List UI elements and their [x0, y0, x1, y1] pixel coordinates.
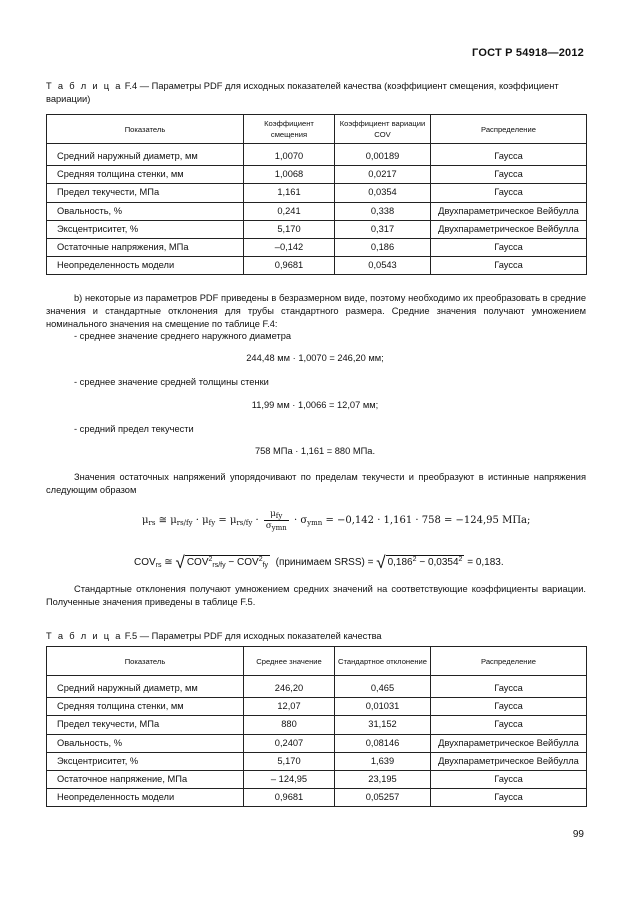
- table-cell: 0,241: [244, 202, 335, 220]
- table-cell: Предел текучести, МПа: [47, 184, 244, 202]
- header-cell: Коэффициент вариации COV: [335, 115, 431, 144]
- header-cell: Показатель: [47, 647, 244, 676]
- table-f5: [46, 646, 587, 807]
- table-cell: Двухпараметрическое Вейбулла: [431, 734, 587, 752]
- table-f4-caption-label: Т а б л и ц а: [46, 81, 123, 91]
- table-cell: 12,07: [244, 698, 335, 716]
- table-cell: 31,152: [335, 716, 431, 734]
- formula-wall-thickness: 11,99 мм · 1,0066 = 12,07 мм;: [251, 400, 379, 410]
- table-cell: 880: [244, 716, 335, 734]
- table-row: [47, 770, 587, 788]
- table-cell: Гаусса: [431, 148, 587, 166]
- table-row: [47, 716, 587, 734]
- table-cell: Двухпараметрическое Вейбулла: [431, 202, 587, 220]
- formula-yield-strength: 758 МПа · 1,161 = 880 МПа.: [254, 446, 376, 456]
- table-row: [47, 680, 587, 698]
- table-cell: Средняя толщина стенки, мм: [47, 166, 244, 184]
- table-cell: 0,2407: [244, 734, 335, 752]
- table-f5-caption-text: — Параметры PDF для исходных показателей качества: [137, 631, 382, 641]
- table-cell: Средний наружный диаметр, мм: [47, 148, 244, 166]
- table-cell: Гаусса: [431, 716, 587, 734]
- table-cell: Двухпараметрическое Вейбулла: [431, 220, 587, 238]
- table-cell: 5,170: [244, 752, 335, 770]
- table-row: [47, 148, 587, 166]
- table-cell: 0,0543: [335, 257, 431, 275]
- radical-sign: √: [175, 553, 185, 572]
- paragraph-residual-stress: Значения остаточных напряжений упорядочивают по пределам текучести и преобразуют в истинные напряжения следующим образом: [46, 472, 586, 496]
- table-cell: 1,0068: [244, 166, 335, 184]
- table-cell: Овальность, %: [47, 202, 244, 220]
- table-cell: Гаусса: [431, 238, 587, 256]
- table-f5-caption-num: F.5: [124, 631, 138, 641]
- equation-mean-residual-stress: $\mu_{rs}$ ≅ $\mu_{rs/fy} \cdot \mu_{fy} = \mu_{rs/fy}$ · $\frac{\mu_{fy}}{\sigma_{ymn}}$ · $\sigma_{ymn} = -0,142 \cdot 1,161 \cdot 758 = -124,95$ МПа;: [142, 509, 531, 532]
- table-cell: 0,317: [335, 220, 431, 238]
- table-cell: – 124,95: [244, 770, 335, 788]
- table-cell: 23,195: [335, 770, 431, 788]
- table-cell: Гаусса: [431, 184, 587, 202]
- paragraph-b: b) некоторые из параметров PDF приведены в безразмерном виде, поэтому необходимо их преобразовать в средние значения и стандартные отклонения для трубы стандартного размера. Средние значения получают умножением номинального значения на смещение по таблице F.4:: [46, 293, 586, 330]
- table-cell: 0,01031: [335, 698, 431, 716]
- table-cell: 0,05257: [335, 789, 431, 807]
- radical-sign: √: [376, 553, 386, 572]
- table-row: [47, 184, 587, 202]
- table-cell: 5,170: [244, 220, 335, 238]
- table-cell: 0,9681: [244, 789, 335, 807]
- table-cell: Неопределенность модели: [47, 789, 244, 807]
- table-cell: Овальность, %: [47, 734, 244, 752]
- table-row: [47, 734, 587, 752]
- table-cell: Двухпараметрическое Вейбулла: [431, 752, 587, 770]
- table-cell: Гаусса: [431, 166, 587, 184]
- table-f4-caption-num: F.4: [124, 81, 138, 91]
- bullet-wall-thickness: - среднее значение средней толщины стенки: [74, 377, 269, 387]
- table-cell: 0,0217: [335, 166, 431, 184]
- table-header-row: [47, 647, 587, 676]
- table-cell: 0,9681: [244, 257, 335, 275]
- table-cell: Гаусса: [431, 770, 587, 788]
- table-cell: Средняя толщина стенки, мм: [47, 698, 244, 716]
- table-cell: Гаусса: [431, 257, 587, 275]
- header-cell: Среднее значение: [244, 647, 335, 676]
- formula-outer-diameter: 244,48 мм · 1,0070 = 246,20 мм;: [246, 353, 384, 363]
- table-row: [47, 257, 587, 275]
- table-f4: [46, 114, 587, 275]
- equation-cov-residual-stress: $COV_{rs}$ ≅ √ $COV^2_{rs/fy} - COV^2_{fy}$ (принимаем SRSS) = √ 0,186$^2$ − 0,0354$^2$ = 0,183.: [134, 553, 504, 572]
- table-cell: 0,08146: [335, 734, 431, 752]
- table-cell: 0,186: [335, 238, 431, 256]
- header-cell: Показатель: [47, 115, 244, 144]
- table-cell: Гаусса: [431, 680, 587, 698]
- header-cell: Распределение: [431, 115, 587, 144]
- table-cell: Неопределенность модели: [47, 257, 244, 275]
- table-row: [47, 202, 587, 220]
- table-cell: Гаусса: [431, 698, 587, 716]
- table-row: [47, 752, 587, 770]
- table-cell: 246,20: [244, 680, 335, 698]
- table-cell: –0,142: [244, 238, 335, 256]
- table-cell: 1,161: [244, 184, 335, 202]
- fraction: $\frac{\mu_{fy}}{\sigma_{ymn}}$: [265, 509, 287, 532]
- table-cell: Предел текучести, МПа: [47, 716, 244, 734]
- table-cell: 0,0354: [335, 184, 431, 202]
- header-cell: Коэффициент смещения: [244, 115, 335, 144]
- table-cell: 1,0070: [244, 148, 335, 166]
- header-cell: Распределение: [431, 647, 587, 676]
- table-f4-caption-text: — Параметры PDF для исходных показателей качества (коэффициент смещения, коэффициент вариации): [46, 81, 559, 104]
- bullet-outer-diameter: - среднее значение среднего наружного диаметра: [74, 331, 292, 341]
- table-cell: Средний наружный диаметр, мм: [47, 680, 244, 698]
- table-row: [47, 220, 587, 238]
- table-row: [47, 789, 587, 807]
- table-cell: 0,465: [335, 680, 431, 698]
- table-cell: Гаусса: [431, 789, 587, 807]
- table-row: [47, 166, 587, 184]
- page-number: 99: [572, 829, 584, 840]
- table-row: [47, 698, 587, 716]
- standard-header: ГОСТ Р 54918—2012: [472, 47, 584, 59]
- table-cell: Эксцентриситет, %: [47, 220, 244, 238]
- paragraph-std-deviation: Стандартные отклонения получают умножением средних значений на соответствующие коэффициенты вариации. Полученные значения приведены в таблице F.5.: [46, 584, 586, 608]
- header-cell: Стандартное отклонение: [335, 647, 431, 676]
- table-cell: Эксцентриситет, %: [47, 752, 244, 770]
- table-cell: Остаточные напряжения, МПа: [47, 238, 244, 256]
- table-f5-caption-label: Т а б л и ц а: [46, 631, 123, 641]
- bullet-yield-strength: - средний предел текучести: [74, 424, 194, 434]
- table-cell: 0,00189: [335, 148, 431, 166]
- table-cell: Остаточное напряжение, МПа: [47, 770, 244, 788]
- table-cell: 0,338: [335, 202, 431, 220]
- table-row: [47, 238, 587, 256]
- table-cell: 1,639: [335, 752, 431, 770]
- table-f4-caption: [46, 80, 586, 105]
- table-header-row: [47, 115, 587, 144]
- table-f5-caption: [46, 630, 586, 643]
